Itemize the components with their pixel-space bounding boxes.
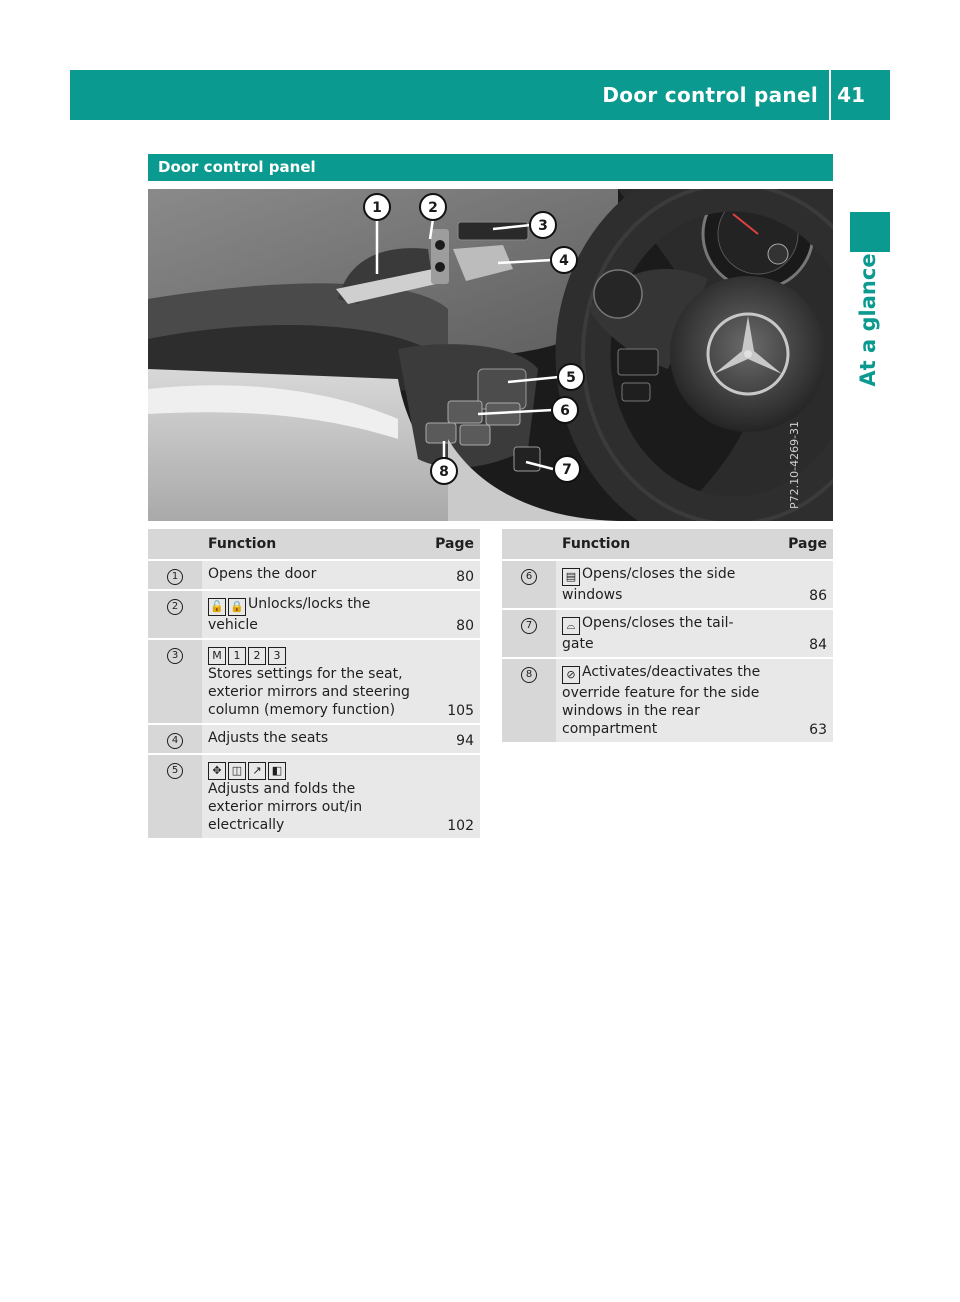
header-number [148, 529, 202, 559]
header-page: Page [769, 529, 833, 559]
row-number-cell [148, 755, 202, 838]
header-divider [829, 70, 831, 120]
unlock-icon: 🔓 [208, 598, 226, 616]
callout-1 [364, 194, 390, 220]
row-number-cell [148, 591, 202, 638]
table-row [148, 561, 480, 589]
svg-text:3: 3 [538, 218, 548, 234]
function-cell [202, 561, 416, 589]
memory-1-icon: 1 [228, 647, 246, 665]
section-header [148, 154, 833, 181]
function-description: Adjusts the seats [208, 730, 329, 746]
table-row [148, 640, 480, 723]
lock-icon: 🔒 [228, 598, 246, 616]
svg-text:5: 5 [566, 370, 576, 386]
function-description: Adjusts and folds the exterior mirrors out/in electrically [208, 781, 363, 833]
svg-text:6: 6 [560, 403, 570, 419]
page-reference: 105 [416, 640, 480, 723]
header-number [502, 529, 556, 559]
page-reference: 86 [769, 561, 833, 608]
svg-text:8: 8 [439, 464, 449, 480]
memory-2-icon: 2 [248, 647, 266, 665]
function-cell [202, 640, 416, 723]
table-row [502, 659, 833, 742]
header-function: Function [202, 529, 416, 559]
callout-7 [554, 456, 580, 482]
callout-6 [552, 397, 578, 423]
item-number-badge: 2 [167, 599, 183, 615]
function-cell [202, 725, 416, 753]
callout-4 [551, 247, 577, 273]
header-function: Function [556, 529, 769, 559]
row-number-cell [502, 659, 556, 742]
side-window-icon: ▤ [562, 568, 580, 586]
item-number-badge: 6 [521, 569, 537, 585]
table-header-row [502, 529, 833, 559]
tailgate-icon: ⌓ [562, 617, 580, 635]
mirror-adjust-icon: ✥ [208, 762, 226, 780]
page-reference: 84 [769, 610, 833, 657]
item-number-badge: 4 [167, 733, 183, 749]
mirror-right-icon: ↗ [248, 762, 266, 780]
svg-text:2: 2 [428, 200, 438, 216]
side-tab-label: At a glance [856, 253, 880, 387]
section-title: Door control panel [158, 158, 316, 176]
page-reference: 80 [416, 561, 480, 589]
header-page: Page [416, 529, 480, 559]
function-table-right [502, 527, 833, 744]
function-cell [556, 610, 769, 657]
table-row [502, 610, 833, 657]
callout-2 [420, 194, 446, 220]
function-cell [556, 561, 769, 608]
callout-5 [558, 364, 584, 390]
svg-text:1: 1 [372, 200, 382, 216]
table-row [148, 725, 480, 753]
override-icon: ⊘ [562, 666, 580, 684]
page-reference: 94 [416, 725, 480, 753]
function-cell [202, 591, 416, 638]
callout-3 [530, 212, 556, 238]
row-number-cell [148, 725, 202, 753]
function-description: Opens/closes the tail-gate [562, 615, 734, 652]
row-number-cell [148, 640, 202, 723]
memory-m-icon: M [208, 647, 226, 665]
svg-text:7: 7 [562, 462, 572, 478]
mirror-left-icon: ◫ [228, 762, 246, 780]
page-reference: 63 [769, 659, 833, 742]
door-panel-photo [148, 189, 833, 521]
table-row [502, 561, 833, 608]
row-number-cell [502, 610, 556, 657]
function-description: Activates/deactivates the override feature for the side windows in the rear compartment [562, 664, 761, 737]
table-row [148, 755, 480, 838]
function-description: Opens the door [208, 566, 317, 582]
item-number-badge: 1 [167, 569, 183, 585]
function-description: Opens/closes the side windows [562, 566, 736, 603]
row-number-cell [148, 561, 202, 589]
item-number-badge: 5 [167, 763, 183, 779]
function-description: Stores settings for the seat, exterior mirrors and steering column (memory function) [208, 666, 410, 718]
page-reference: 102 [416, 755, 480, 838]
page-header-bar [70, 70, 890, 120]
function-cell [202, 755, 416, 838]
table-row [148, 591, 480, 638]
page-number: 41 [837, 83, 865, 107]
svg-text:4: 4 [559, 253, 569, 269]
item-number-badge: 8 [521, 667, 537, 683]
page-reference: 80 [416, 591, 480, 638]
figure-code: P72.10-4269-31 [788, 420, 801, 509]
memory-3-icon: 3 [268, 647, 286, 665]
table-header-row [148, 529, 480, 559]
function-table-left [148, 527, 480, 840]
header-title: Door control panel [602, 83, 818, 107]
item-number-badge: 3 [167, 648, 183, 664]
mirror-fold-icon: ◧ [268, 762, 286, 780]
side-tab-marker [850, 212, 890, 252]
function-cell [556, 659, 769, 742]
item-number-badge: 7 [521, 618, 537, 634]
row-number-cell [502, 561, 556, 608]
callout-8 [431, 458, 457, 484]
function-description: Unlocks/locks the vehicle [208, 596, 371, 633]
